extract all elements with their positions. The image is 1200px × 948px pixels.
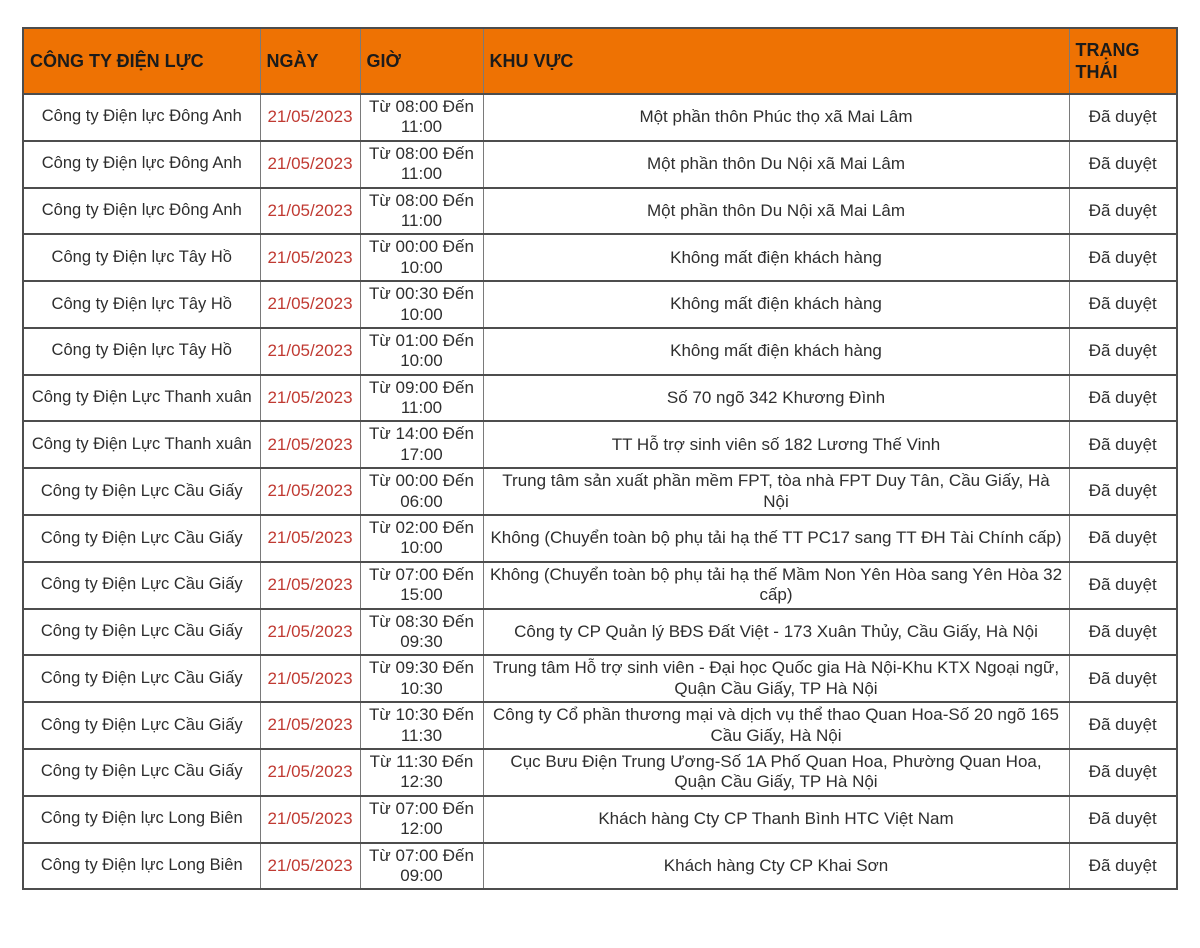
cell-status: Đã duyệt [1069,328,1177,375]
cell-company: Công ty Điện Lực Cầu Giấy [23,468,260,515]
cell-area: Công ty Cổ phần thương mại và dịch vụ thể thao Quan Hoa-Số 20 ngõ 165 Cầu Giấy, Hà Nội [483,702,1069,749]
table-row [23,468,1177,515]
cell-status: Đã duyệt [1069,375,1177,422]
cell-date: 21/05/2023 [260,749,360,796]
cell-company: Công ty Điện lực Tây Hồ [23,328,260,375]
table-row [23,796,1177,843]
cell-time: Từ 08:00 Đến 11:00 [360,141,483,188]
column-header-time: GIỜ [360,28,483,94]
cell-area: Không (Chuyển toàn bộ phụ tải hạ thế TT PC17 sang TT ĐH Tài Chính cấp) [483,515,1069,562]
cell-area: Số 70 ngõ 342 Khương Đình [483,375,1069,422]
cell-company: Công ty Điện lực Tây Hồ [23,234,260,281]
cell-company: Công ty Điện Lực Thanh xuân [23,375,260,422]
cell-date: 21/05/2023 [260,141,360,188]
cell-company: Công ty Điện Lực Cầu Giấy [23,702,260,749]
cell-date: 21/05/2023 [260,796,360,843]
cell-status: Đã duyệt [1069,468,1177,515]
table-row [23,609,1177,656]
cell-company: Công ty Điện Lực Cầu Giấy [23,655,260,702]
cell-area: Khách hàng Cty CP Khai Sơn [483,843,1069,890]
cell-status: Đã duyệt [1069,843,1177,890]
cell-status: Đã duyệt [1069,94,1177,141]
cell-date: 21/05/2023 [260,562,360,609]
cell-status: Đã duyệt [1069,188,1177,235]
table-header [23,28,1177,94]
column-header-area: KHU VỰC [483,28,1069,94]
outage-schedule-table [22,27,1178,890]
cell-status: Đã duyệt [1069,141,1177,188]
cell-area: Một phần thôn Phúc thọ xã Mai Lâm [483,94,1069,141]
cell-company: Công ty Điện lực Long Biên [23,843,260,890]
cell-time: Từ 09:30 Đến 10:30 [360,655,483,702]
table-row [23,655,1177,702]
table-row [23,562,1177,609]
table-row [23,141,1177,188]
cell-time: Từ 08:00 Đến 11:00 [360,94,483,141]
cell-area: Không (Chuyển toàn bộ phụ tải hạ thế Mầm Non Yên Hòa sang Yên Hòa 32 cấp) [483,562,1069,609]
cell-time: Từ 07:00 Đến 09:00 [360,843,483,890]
cell-date: 21/05/2023 [260,328,360,375]
cell-time: Từ 10:30 Đến 11:30 [360,702,483,749]
cell-status: Đã duyệt [1069,609,1177,656]
cell-company: Công ty Điện lực Tây Hồ [23,281,260,328]
table-row [23,843,1177,890]
cell-area: Một phần thôn Du Nội xã Mai Lâm [483,188,1069,235]
table-row [23,281,1177,328]
cell-company: Công ty Điện lực Long Biên [23,796,260,843]
cell-company: Công ty Điện lực Đông Anh [23,188,260,235]
table-row [23,94,1177,141]
cell-time: Từ 00:00 Đến 10:00 [360,234,483,281]
column-header-company: CÔNG TY ĐIỆN LỰC [23,28,260,94]
cell-time: Từ 11:30 Đến 12:30 [360,749,483,796]
cell-date: 21/05/2023 [260,94,360,141]
cell-status: Đã duyệt [1069,562,1177,609]
cell-area: Khách hàng Cty CP Thanh Bình HTC Việt Nam [483,796,1069,843]
cell-time: Từ 14:00 Đến 17:00 [360,421,483,468]
table-row [23,421,1177,468]
cell-company: Công ty Điện lực Đông Anh [23,94,260,141]
cell-date: 21/05/2023 [260,234,360,281]
cell-status: Đã duyệt [1069,234,1177,281]
cell-status: Đã duyệt [1069,655,1177,702]
cell-date: 21/05/2023 [260,421,360,468]
cell-company: Công ty Điện Lực Thanh xuân [23,421,260,468]
cell-time: Từ 00:30 Đến 10:00 [360,281,483,328]
table-row [23,375,1177,422]
cell-area: Một phần thôn Du Nội xã Mai Lâm [483,141,1069,188]
cell-date: 21/05/2023 [260,375,360,422]
cell-time: Từ 08:30 Đến 09:30 [360,609,483,656]
cell-status: Đã duyệt [1069,749,1177,796]
cell-date: 21/05/2023 [260,281,360,328]
cell-time: Từ 07:00 Đến 15:00 [360,562,483,609]
cell-status: Đã duyệt [1069,421,1177,468]
cell-company: Công ty Điện Lực Cầu Giấy [23,609,260,656]
cell-time: Từ 07:00 Đến 12:00 [360,796,483,843]
cell-date: 21/05/2023 [260,655,360,702]
cell-time: Từ 02:00 Đến 10:00 [360,515,483,562]
cell-date: 21/05/2023 [260,515,360,562]
table-body [23,94,1177,889]
cell-date: 21/05/2023 [260,188,360,235]
cell-area: Trung tâm sản xuất phần mềm FPT, tòa nhà FPT Duy Tân, Cầu Giấy, Hà Nội [483,468,1069,515]
cell-area: Không mất điện khách hàng [483,328,1069,375]
cell-time: Từ 01:00 Đến 10:00 [360,328,483,375]
cell-status: Đã duyệt [1069,515,1177,562]
cell-company: Công ty Điện Lực Cầu Giấy [23,749,260,796]
cell-time: Từ 00:00 Đến 06:00 [360,468,483,515]
cell-area: Cục Bưu Điện Trung Ương-Số 1A Phố Quan Hoa, Phường Quan Hoa, Quận Cầu Giấy, TP Hà Nội [483,749,1069,796]
column-header-date: NGÀY [260,28,360,94]
cell-area: TT Hỗ trợ sinh viên số 182 Lương Thế Vinh [483,421,1069,468]
table-row [23,515,1177,562]
cell-area: Không mất điện khách hàng [483,281,1069,328]
cell-date: 21/05/2023 [260,843,360,890]
table-row [23,234,1177,281]
cell-date: 21/05/2023 [260,468,360,515]
table-row [23,188,1177,235]
cell-time: Từ 08:00 Đến 11:00 [360,188,483,235]
table-row [23,328,1177,375]
cell-company: Công ty Điện Lực Cầu Giấy [23,562,260,609]
table-row [23,702,1177,749]
cell-company: Công ty Điện Lực Cầu Giấy [23,515,260,562]
header-row [23,28,1177,94]
column-header-status: TRẠNG THÁI [1069,28,1177,94]
cell-area: Trung tâm Hỗ trợ sinh viên - Đại học Quốc gia Hà Nội-Khu KTX Ngoại ngữ, Quận Cầu Giấy, TP Hà Nội [483,655,1069,702]
cell-company: Công ty Điện lực Đông Anh [23,141,260,188]
cell-status: Đã duyệt [1069,281,1177,328]
cell-time: Từ 09:00 Đến 11:00 [360,375,483,422]
cell-date: 21/05/2023 [260,702,360,749]
cell-status: Đã duyệt [1069,702,1177,749]
cell-area: Công ty CP Quản lý BĐS Đất Việt - 173 Xuân Thủy, Cầu Giấy, Hà Nội [483,609,1069,656]
cell-date: 21/05/2023 [260,609,360,656]
table-row [23,749,1177,796]
cell-status: Đã duyệt [1069,796,1177,843]
cell-area: Không mất điện khách hàng [483,234,1069,281]
